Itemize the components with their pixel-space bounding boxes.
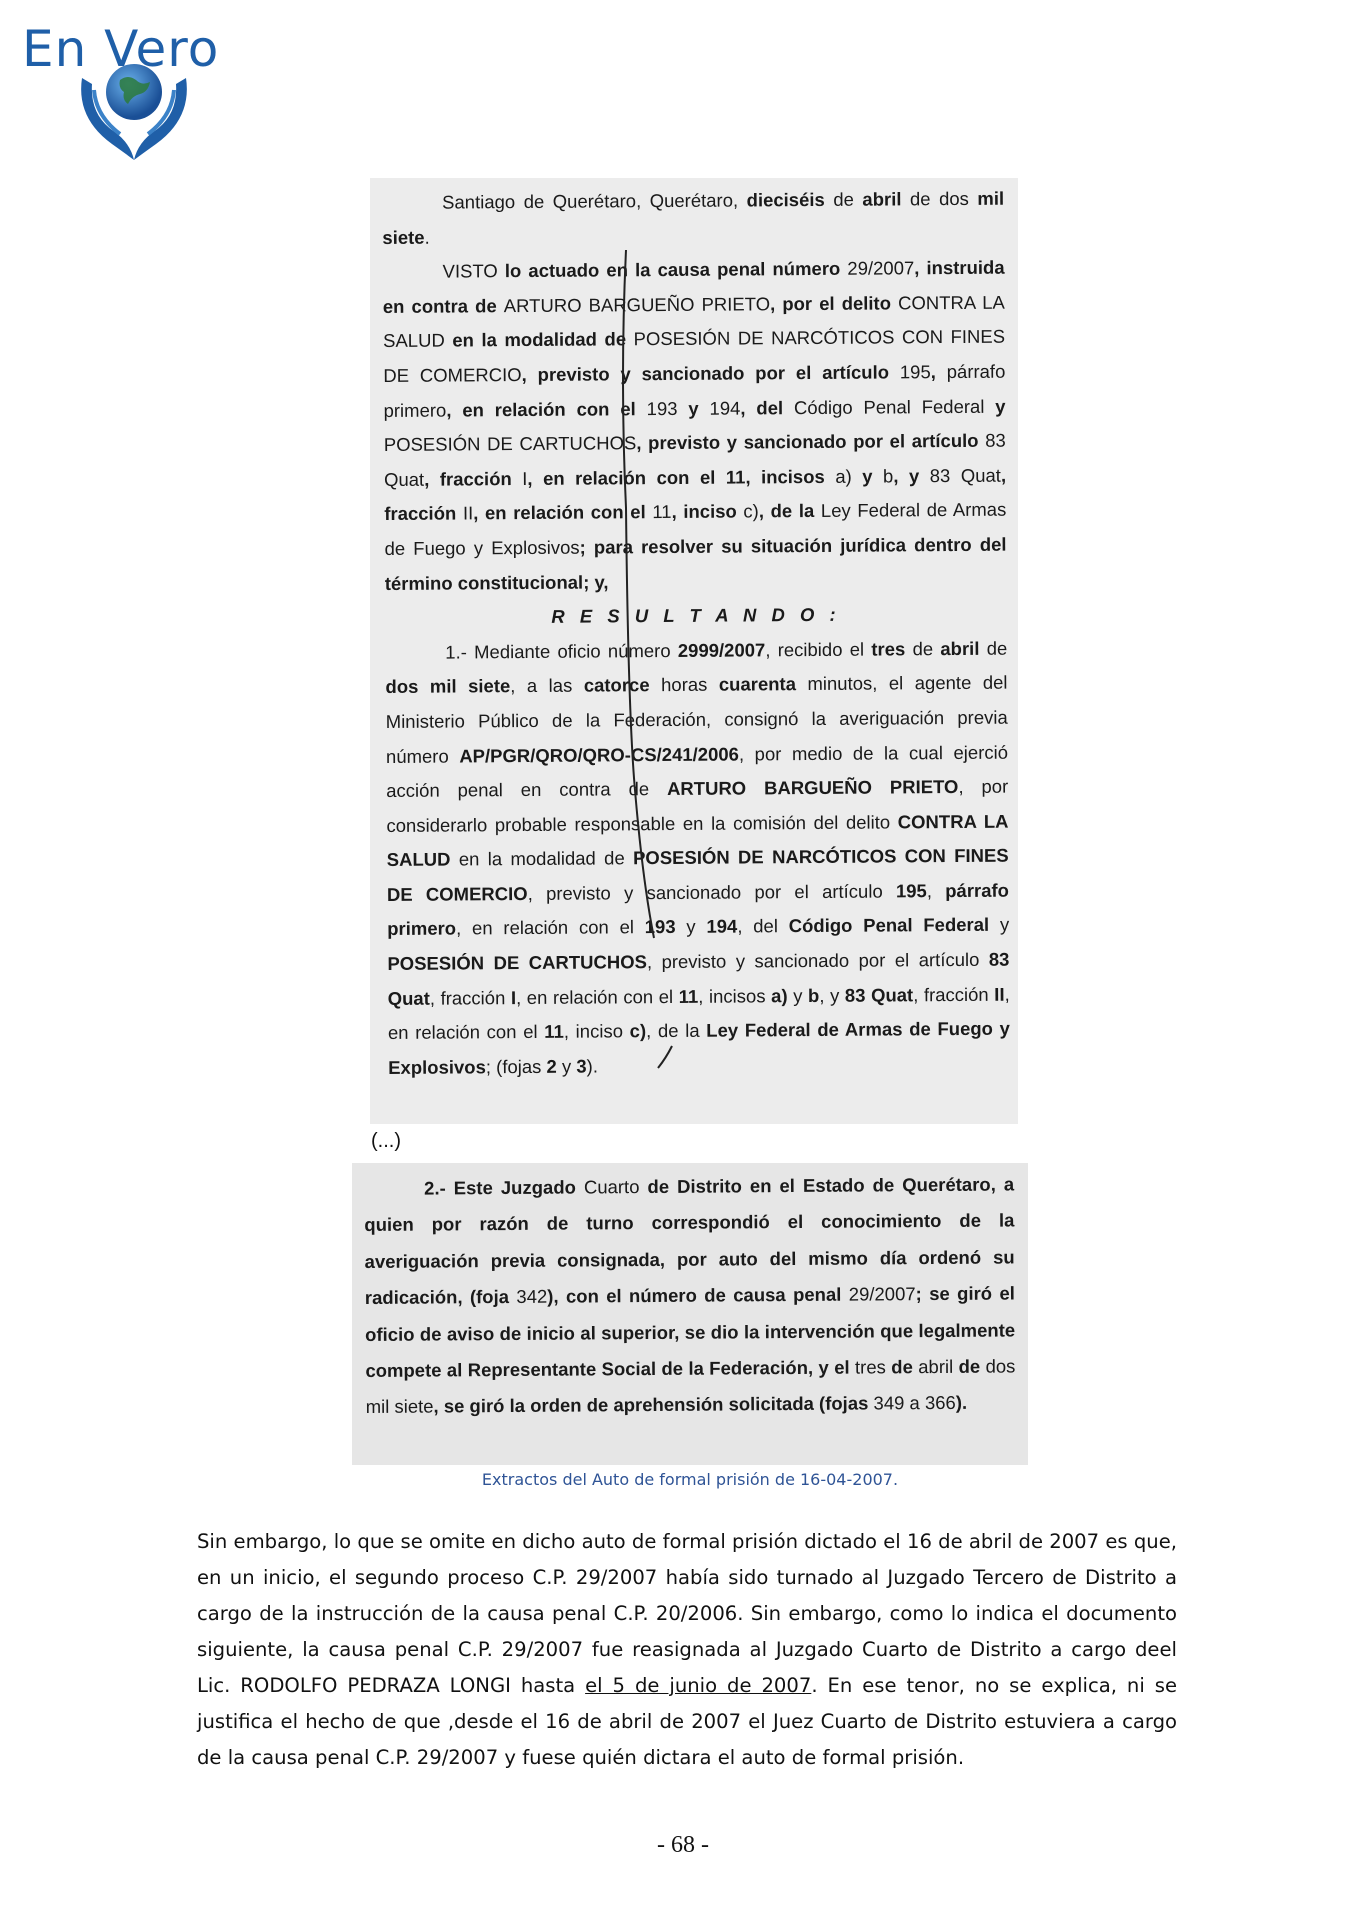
text-run: y bbox=[989, 914, 1010, 936]
text-run: 29/2007 bbox=[847, 257, 915, 279]
bold-text: y bbox=[851, 465, 884, 487]
bold-text: , fracción bbox=[424, 467, 523, 490]
text-run: , en relación con el bbox=[387, 983, 1010, 1044]
text-run: Ley Federal de Armas de Fuego y Explosivos bbox=[384, 498, 1007, 559]
scan-paragraph bbox=[385, 597, 1007, 636]
text-run: , previsto y sancionado por el artículo bbox=[646, 948, 989, 973]
bold-text: , fracción bbox=[384, 464, 1007, 525]
bold-text: 3 bbox=[576, 1055, 587, 1077]
bold-text: párrafo primero bbox=[387, 879, 1010, 940]
bold-text: 194 bbox=[706, 916, 738, 938]
scanned-excerpt-1 bbox=[370, 178, 1018, 1124]
text-run: párrafo primero bbox=[383, 360, 1006, 421]
text-run: , inciso bbox=[563, 1020, 630, 1043]
text-run: 1.- Mediante oficio número bbox=[445, 639, 678, 663]
text-run: , bbox=[926, 879, 946, 902]
bold-text: ), con el número de causa penal bbox=[547, 1283, 849, 1307]
text-run: c) bbox=[743, 500, 759, 522]
text-run: 11 bbox=[652, 501, 672, 523]
text-run: b bbox=[882, 465, 894, 487]
bold-text: Código Penal Federal bbox=[788, 914, 990, 937]
text-run: , previsto y sancionado por el artículo bbox=[527, 880, 897, 904]
text-run: de bbox=[979, 637, 1008, 659]
scanned-excerpt-2 bbox=[352, 1163, 1028, 1465]
bold-text: , inciso bbox=[671, 500, 744, 523]
logo-text: En Vero bbox=[22, 20, 220, 78]
bold-text: II bbox=[994, 983, 1005, 1005]
scan-paragraph bbox=[382, 182, 1004, 256]
text-run: . bbox=[424, 226, 430, 248]
text-run: de bbox=[824, 188, 863, 210]
bold-text: CONTRA LA SALUD bbox=[386, 810, 1009, 871]
bold-text: 11 bbox=[678, 985, 699, 1007]
text-run: II bbox=[462, 502, 474, 524]
bold-text: ; se giró el oficio de aviso de inicio al superior, se dio la intervención que legalmente compete al Representante Social de la Federación, y el bbox=[365, 1282, 1016, 1382]
text-run: Santiago de Querétaro, Querétaro, bbox=[442, 189, 747, 213]
text-run: abril bbox=[918, 1355, 954, 1378]
text-run: 83 Quat bbox=[929, 464, 1001, 486]
bold-text: , en relación con el bbox=[446, 397, 647, 421]
bold-text: 83 Quat bbox=[387, 948, 1010, 1009]
text-run: y bbox=[787, 984, 809, 1006]
bold-text: I bbox=[510, 986, 517, 1008]
text-run: I bbox=[522, 467, 528, 489]
text-run: ; (fojas bbox=[485, 1055, 547, 1078]
bold-text: , en relación con el bbox=[473, 501, 653, 524]
text-run: Cuarto bbox=[583, 1176, 640, 1198]
scanned-text bbox=[382, 182, 1010, 1086]
bold-text: , del bbox=[740, 396, 795, 419]
text-run: ). bbox=[586, 1055, 599, 1077]
text-run: Código Penal Federal bbox=[793, 395, 985, 418]
bold-text: catorce bbox=[583, 674, 650, 696]
text-run: CONTRA LA SALUD bbox=[383, 291, 1005, 352]
text-run: minutos, el agente del Ministerio Público de la Federación, consignó la averiguación previa número bbox=[385, 671, 1008, 767]
page-number: - 68 - bbox=[657, 1832, 709, 1858]
bold-text: , en relación con el 11, incisos bbox=[527, 465, 836, 489]
scan-paragraph bbox=[382, 251, 1006, 601]
bold-text: ; para resolver su situación jurídica dentro del término constitucional; y, bbox=[384, 533, 1007, 594]
bold-text: 195 bbox=[895, 880, 927, 902]
bold-text: abril bbox=[862, 188, 902, 210]
bold-text: de Distrito en el Estado de Querétaro, a quien por razón de turno correspondió el conocimiento de la averiguación previa consignada, por auto del mismo día ordenó su radicación, (foja bbox=[364, 1173, 1015, 1309]
bold-text: a) bbox=[771, 984, 788, 1006]
text-run: ARTURO BARGUEÑO PRIETO bbox=[503, 293, 771, 316]
text-run: , por medio de la cual ejerció acción penal en contra de bbox=[386, 741, 1009, 802]
logo bbox=[22, 20, 222, 160]
bold-text: b bbox=[807, 984, 820, 1006]
bold-text: POSESIÓN DE NARCÓTICOS CON FINES DE COMERCIO bbox=[386, 844, 1009, 905]
body-text-part: Sin embargo, lo que se omite en dicho auto de formal prisión dictado el 16 de abril de 2007 es que, en un inicio, el segundo proceso C.P. 29/2007 había sido turnado al Juzgado Tercero de Distrito a cargo de la instrucción de la causa penal C.P. 20/2006. Sin embargo, como lo indica el documento siguiente, la causa penal C.P. 29/2007 fue reasignada al Juzgado Cuarto de Distrito a cargo deel Lic. RODOLFO PEDRAZA LONGI hasta bbox=[197, 1530, 1177, 1697]
bold-text: , se giró la orden de aprehensión solicitada (fojas bbox=[433, 1392, 874, 1417]
text-run: a) bbox=[835, 465, 852, 487]
text-run: VISTO bbox=[442, 260, 498, 282]
text-run: y bbox=[556, 1055, 577, 1077]
text-run: , en relación con el bbox=[456, 916, 645, 939]
text-run: , del bbox=[737, 915, 789, 938]
scan-paragraph bbox=[364, 1166, 1016, 1425]
text-run: de dos bbox=[901, 187, 978, 210]
underlined-date: el 5 de junio de 2007 bbox=[585, 1674, 812, 1697]
text-run: 29/2007 bbox=[848, 1283, 916, 1305]
bold-text: en la modalidad de bbox=[444, 328, 634, 351]
text-run: POSESIÓN DE CARTUCHOS bbox=[383, 432, 637, 456]
bold-text: , de la bbox=[758, 500, 821, 522]
scan-paragraph bbox=[385, 631, 1010, 1085]
text-run: de bbox=[905, 637, 941, 660]
text-run: en la modalidad de bbox=[450, 847, 634, 870]
bold-text: dos mil siete bbox=[385, 675, 511, 698]
bold-text: .- Este Juzgado bbox=[434, 1176, 584, 1199]
text-run: y bbox=[675, 916, 707, 938]
bold-text: tres bbox=[871, 638, 906, 660]
text-run: , en relación con el bbox=[515, 985, 679, 1008]
bold-text: y bbox=[677, 397, 710, 419]
figure-caption: Extractos del Auto de formal prisión de 16-04-2007. bbox=[481, 1470, 899, 1489]
text-run: , y bbox=[819, 984, 845, 1006]
ellipsis-text: (...) bbox=[371, 1130, 401, 1152]
bold-text: AP/PGR/QRO/QRO-CS/241/2006 bbox=[459, 743, 739, 766]
bold-text: cuarenta bbox=[718, 673, 797, 695]
text-run: , fracción bbox=[913, 983, 995, 1005]
bold-text: 193 bbox=[644, 916, 676, 938]
text-run: tres bbox=[854, 1356, 886, 1378]
bold-text: 2 bbox=[546, 1055, 557, 1077]
bold-text: , bbox=[930, 361, 947, 383]
text-run: , fracción bbox=[429, 986, 511, 1009]
bold-text: 2999/2007 bbox=[677, 639, 766, 661]
body-text-part: . En ese tenor, no se explica, ni se justifica el hecho de que ,desde el 16 de abril de 2007 el Juez Cuarto de Distrito estuviera a cargo de la causa penal C.P. 29/2007 y fuese quién dictara el auto de formal prisión. bbox=[197, 1674, 1177, 1769]
bold-text: c) bbox=[629, 1020, 647, 1042]
bold-text: POSESIÓN DE CARTUCHOS bbox=[387, 951, 647, 975]
bold-text: abril bbox=[940, 637, 980, 659]
text-run: 83 Quat bbox=[383, 429, 1006, 490]
text-run: 342 bbox=[516, 1285, 548, 1308]
text-run: 2 bbox=[424, 1177, 435, 1199]
text-run: , a las bbox=[510, 674, 584, 697]
text-run: POSESIÓN DE NARCÓTICOS CON FINES DE COMERCIO bbox=[383, 326, 1006, 386]
bold-text: Ley Federal de Armas de Fuego y Explosivos bbox=[388, 1017, 1010, 1078]
text-run: , incisos bbox=[698, 984, 772, 1007]
bold-text: 11 bbox=[544, 1021, 564, 1043]
bold-text: 83 Quat bbox=[844, 983, 914, 1006]
bold-text: ). bbox=[955, 1392, 968, 1414]
text-run: , recibido el bbox=[765, 638, 872, 661]
text-run: horas bbox=[649, 673, 719, 696]
body-paragraph bbox=[197, 1524, 1177, 1776]
bold-text: y bbox=[984, 395, 1006, 417]
text-run: 193 bbox=[646, 397, 678, 419]
bold-text: dieciséis bbox=[746, 188, 825, 211]
text-run: dos mil siete bbox=[365, 1355, 1016, 1418]
bold-text: , y bbox=[893, 464, 930, 487]
text-run: 194 bbox=[709, 397, 741, 419]
scanned-text bbox=[364, 1166, 1016, 1425]
bold-text: ARTURO BARGUEÑO PRIETO bbox=[666, 776, 959, 800]
text-run: R E S U L T A N D O : bbox=[551, 603, 841, 627]
text-run: 349 a 366 bbox=[873, 1392, 956, 1414]
bold-text: , previsto y sancionado por el artículo bbox=[636, 429, 986, 454]
bold-text: , instruida en contra de bbox=[382, 256, 1005, 317]
text-run: , por considerarlo probable responsable en la comisión del delito bbox=[386, 775, 1009, 836]
bold-text: mil siete bbox=[382, 187, 1005, 248]
bold-text: de bbox=[953, 1355, 986, 1377]
bold-text: de bbox=[885, 1356, 919, 1378]
bold-text: lo actuado en la causa penal número bbox=[497, 257, 848, 282]
text-run: , de la bbox=[646, 1020, 707, 1042]
bold-text: , por el delito bbox=[770, 292, 899, 315]
bold-text: , previsto y sancionado por el artículo bbox=[521, 361, 900, 385]
text-run: 195 bbox=[899, 361, 931, 383]
